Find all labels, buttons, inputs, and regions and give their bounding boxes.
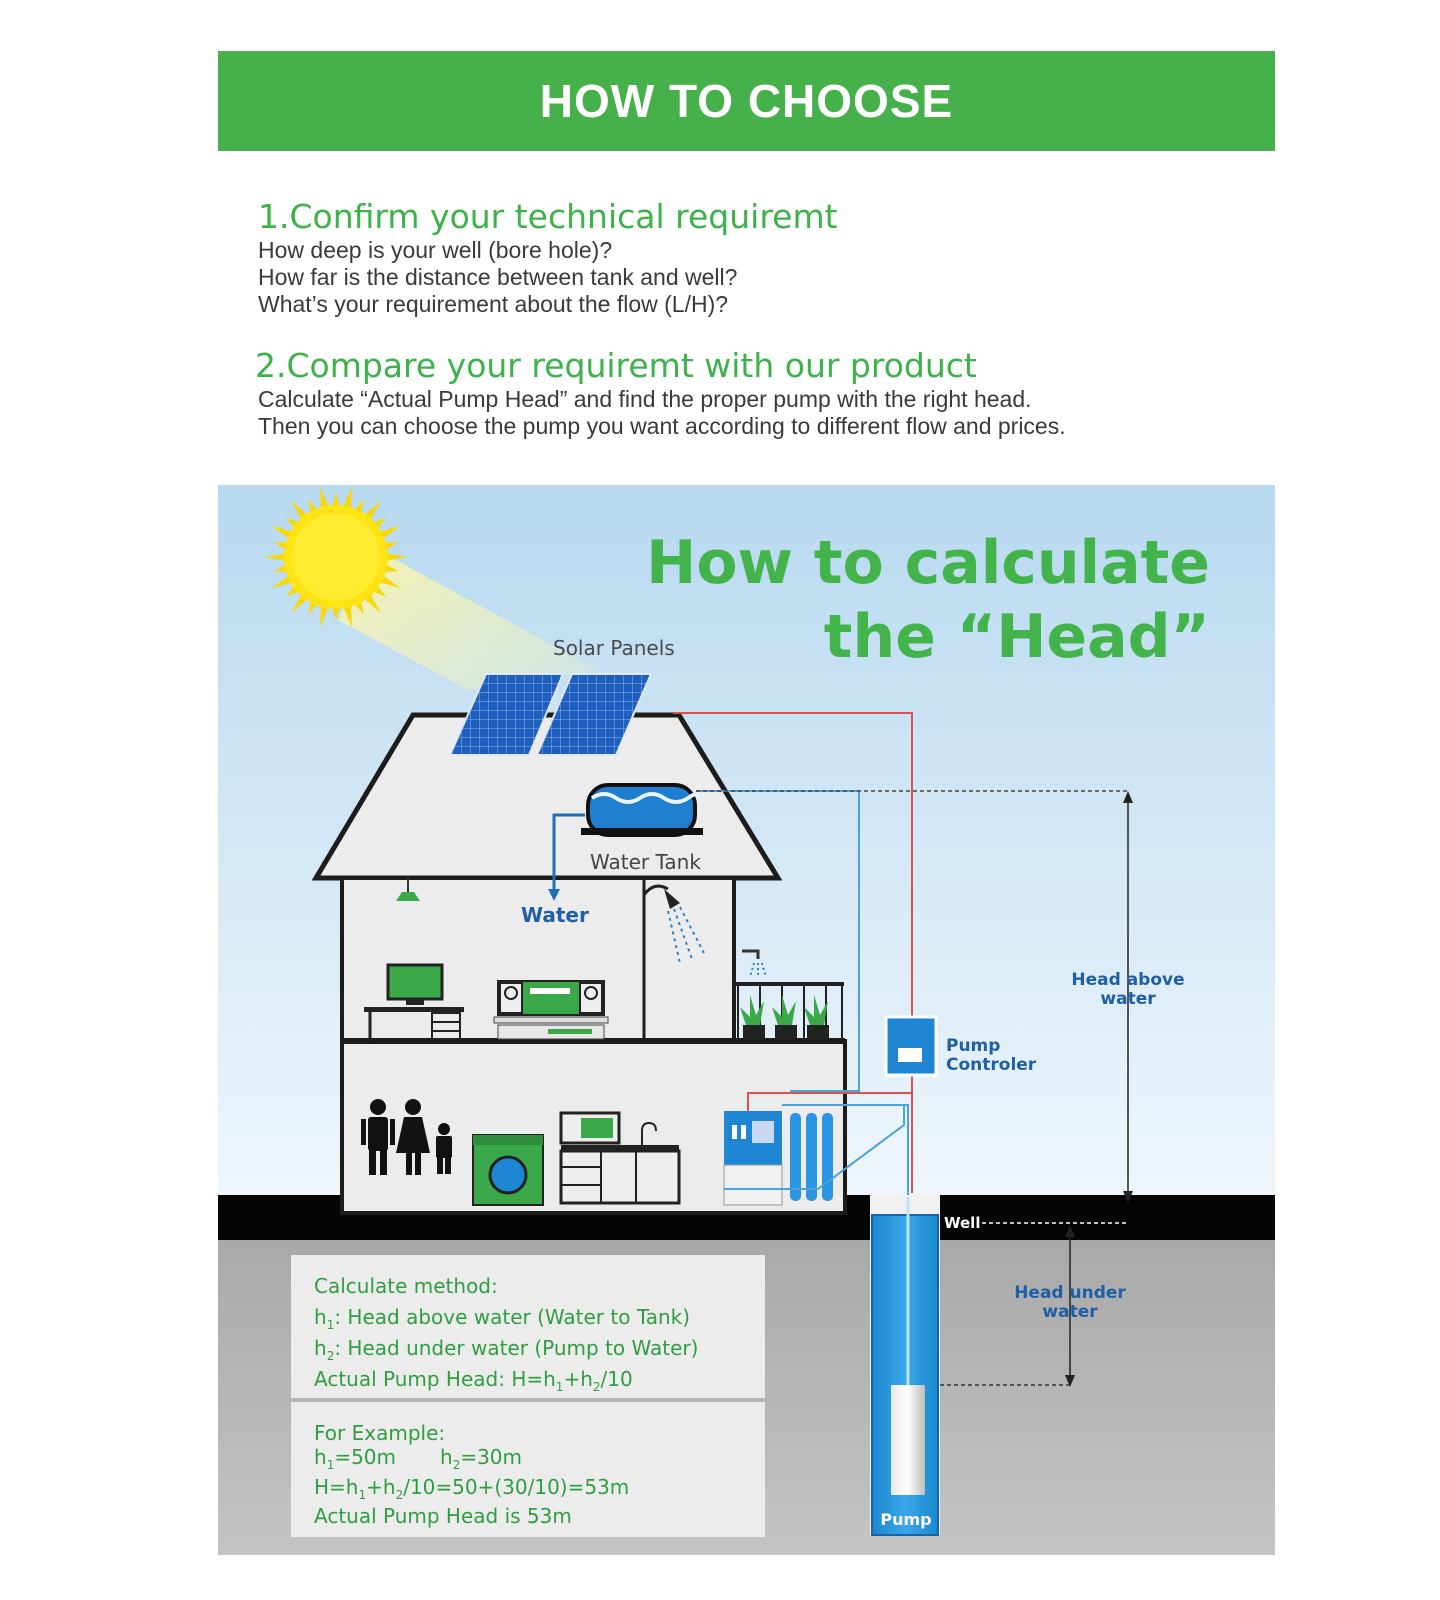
step-1-title: 1.Confirm your technical requiremt (258, 197, 838, 236)
water-purifier-icon (724, 1111, 782, 1205)
header-banner (218, 51, 1275, 151)
example-formula-line: $H=h_1+h_2/10=50+(30/10)=53m$ (314, 1475, 630, 1502)
example-result-line: Actual Pump Head is 53m (314, 1504, 572, 1528)
diagram-title-line-1: How to calculate (646, 528, 1210, 598)
head-above-water-label-line-2: water (1100, 989, 1156, 1009)
diagram-title-line-2: the “Head” (823, 602, 1210, 672)
step-2 (255, 346, 1258, 440)
calculation-h2-line: $h_2$: Head under water (Pump to Water) (314, 1336, 699, 1363)
step-1-question-2: How far is the distance between tank and well? (258, 264, 738, 290)
step-2-line-1: Calculate “Actual Pump Head” and find the proper pump with the right head. (258, 386, 1032, 412)
example-heading: For Example: (314, 1421, 446, 1445)
water-tank-label: Water Tank (590, 850, 701, 874)
head-above-water-label-line-1: Head above (1071, 970, 1185, 990)
water-tank-icon (581, 785, 703, 835)
head-under-water-label-line-1: Head under (1014, 1283, 1126, 1303)
head-under-water-label-line-2: water (1042, 1302, 1098, 1322)
pump-label: Pump (880, 1510, 932, 1529)
step-1 (258, 197, 1258, 318)
solar-panels-label: Solar Panels (553, 636, 675, 660)
pump-controller-label-line-2: Controler (946, 1055, 1037, 1075)
example-values-line: $h_1=50m$ $h_2=30m$ (314, 1445, 523, 1472)
pump-controller-label-line-1: Pump (946, 1036, 1001, 1056)
calculation-method-heading: Calculate method: (314, 1274, 498, 1298)
washing-machine-icon (473, 1135, 543, 1205)
water-label: Water (521, 903, 589, 927)
stereo-icon (494, 981, 608, 1039)
water-filters-icon (790, 1113, 833, 1201)
step-1-question-1: How deep is your well (bore hole)? (258, 237, 613, 263)
step-1-question-3: What’s your requirement about the flow (L/H)? (258, 291, 729, 317)
step-2-line-2: Then you can choose the pump you want according to different flow and prices. (258, 413, 1066, 439)
page-title: HOW TO CHOOSE (539, 75, 954, 127)
calculation-h1-line: $h_1$: Head above water (Water to Tank) (314, 1305, 691, 1332)
calculation-formula: Actual Pump Head: $H=h_1+h_2/10$ (314, 1367, 633, 1394)
pump-body (891, 1385, 925, 1495)
pump-controller-icon (886, 1017, 936, 1075)
step-2-title: 2.Compare your requiremt with our product (255, 346, 977, 385)
head-calculation-diagram (218, 485, 1275, 1555)
well-label: Well (944, 1214, 981, 1232)
